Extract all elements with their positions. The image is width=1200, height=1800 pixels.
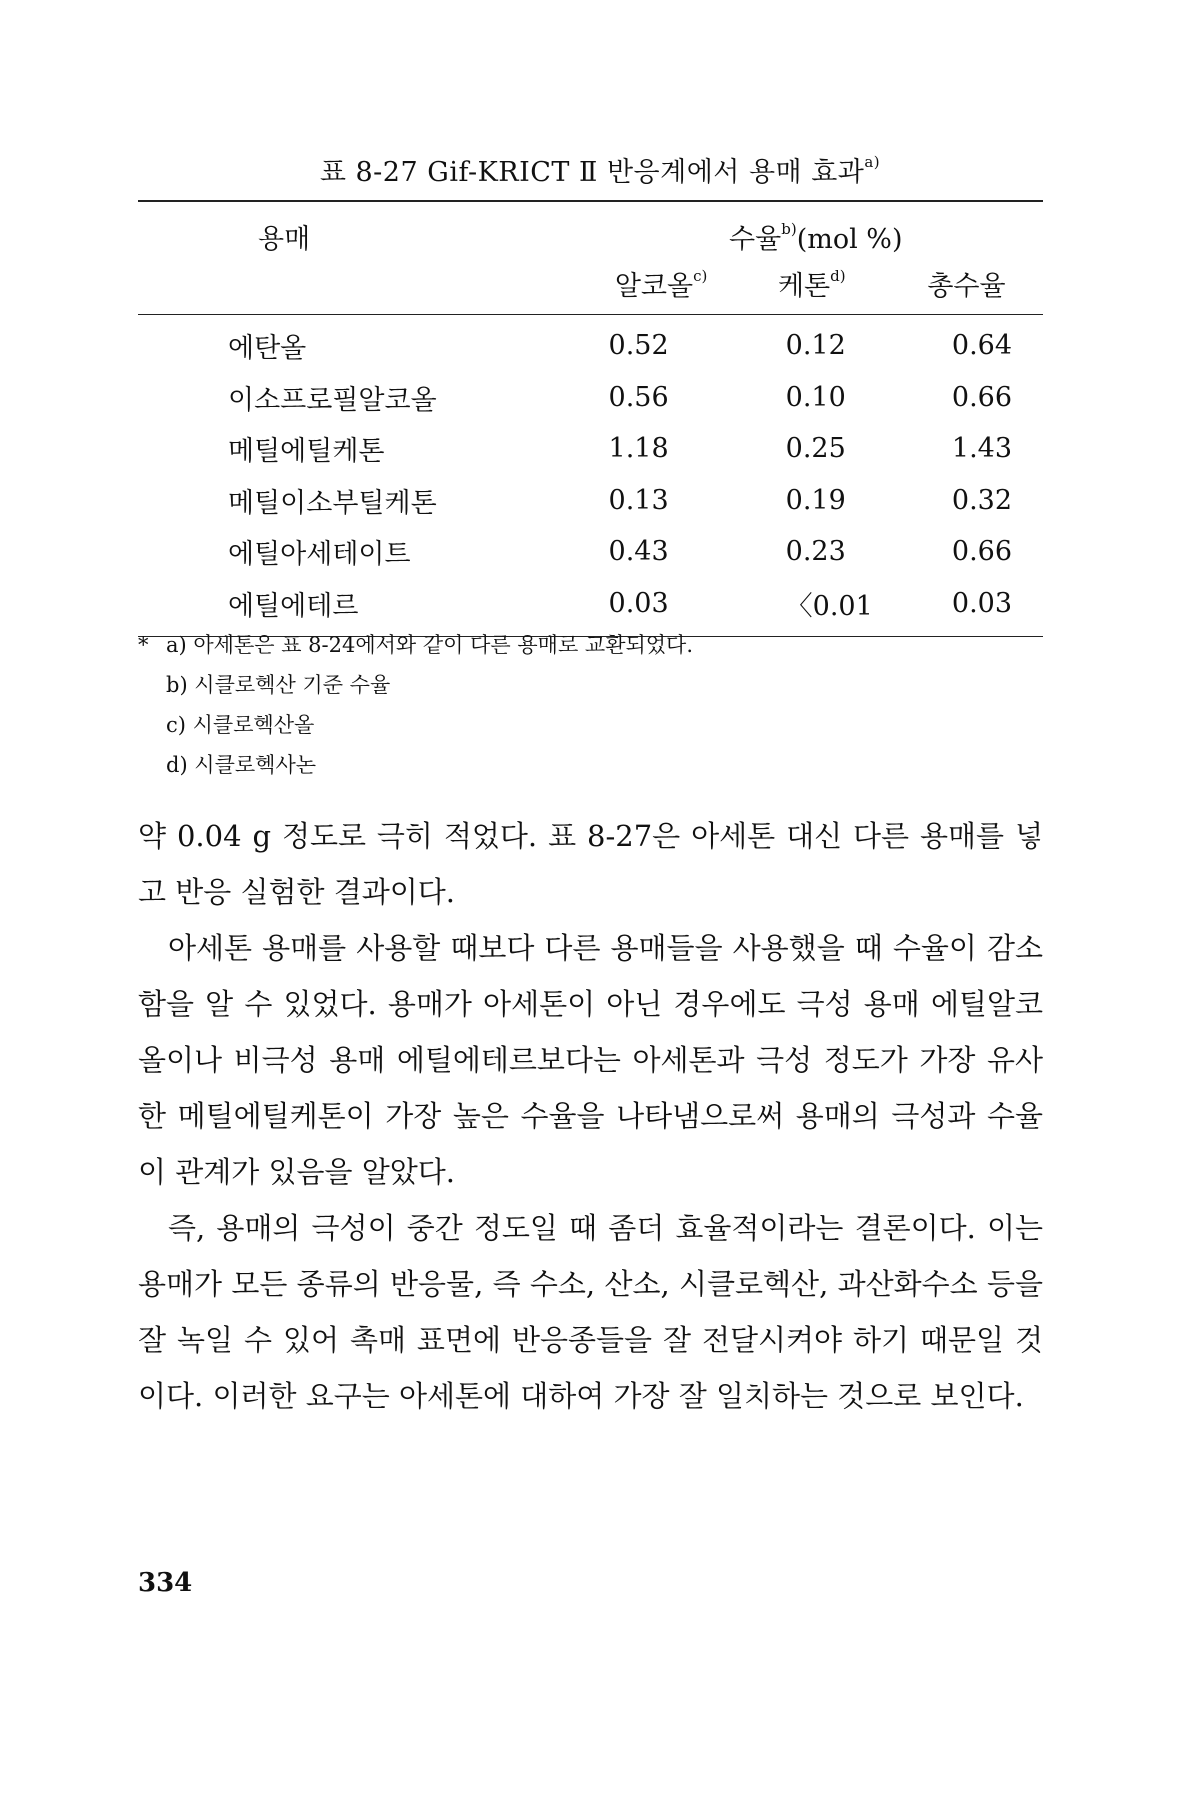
footnote-text: b) 시클로헥산 기준 수율 (166, 673, 391, 697)
cell-ketone: 0.23 (785, 536, 846, 568)
cell-solvent: 에탄올 (228, 333, 307, 365)
header-empty (138, 257, 589, 315)
header-alcohol: 알코올$^{c)}$ (589, 257, 734, 315)
cell-solvent: 메틸이소부틸케톤 (228, 487, 437, 519)
cell-alcohol: 1.18 (608, 433, 669, 465)
cell-total: 1.43 (951, 433, 1013, 465)
caption-footnote-marker: a) (864, 153, 881, 171)
cell-ketone: 0.19 (785, 484, 846, 516)
header-yield-label: 수율 (729, 223, 782, 255)
solvent-effect-table (138, 200, 1043, 637)
header-row-1 (138, 201, 1043, 257)
cell-solvent: 에틸아세테이트 (228, 539, 411, 571)
cell-total: 0.32 (951, 484, 1013, 516)
table-footnotes (138, 625, 1043, 785)
footnote-text: a) 아세톤은 표 8-24에서와 같이 다른 용매로 교환되었다. (166, 633, 694, 657)
cell-total: 0.66 (951, 536, 1013, 568)
cell-ketone: 0.25 (785, 433, 846, 465)
table-caption (0, 150, 1200, 189)
paragraph: 약 0.04 g 정도로 극히 적었다. 표 8-27은 아세톤 대신 다른 용매를 넣고 반응 실험한 결과이다. (138, 819, 1043, 909)
header-solvent: 용매 (138, 201, 589, 257)
header-yield (589, 201, 1043, 257)
table-row (138, 423, 1043, 475)
table-row (138, 315, 1043, 372)
cell-ketone: 0.12 (785, 330, 846, 362)
footnote-text: c) 시클로헥산올 (166, 713, 315, 737)
page-number: 334 (138, 1568, 193, 1598)
table-row (138, 372, 1043, 424)
cell-alcohol: 0.13 (608, 484, 669, 516)
footnote (138, 745, 1043, 785)
footnote (138, 705, 1043, 745)
footnote-asterisk: * (138, 633, 149, 657)
header-yield-sup: b) (781, 219, 797, 238)
header-yield-unit: (mol %) (796, 223, 903, 255)
table-row (138, 526, 1043, 578)
cell-alcohol: 0.43 (608, 536, 669, 568)
cell-solvent: 메틸에틸케톤 (228, 436, 385, 468)
cell-total: 0.66 (951, 381, 1013, 413)
footnote (138, 625, 1043, 665)
footnote (138, 665, 1043, 705)
body-text (138, 808, 1043, 1424)
cell-ketone: 〈0.01 (734, 578, 890, 637)
header-row-2 (138, 257, 1043, 315)
cell-alcohol: 0.52 (608, 330, 669, 362)
data-table (138, 200, 1043, 637)
cell-alcohol: 0.56 (608, 381, 669, 413)
paragraph: 아세톤 용매를 사용할 때보다 다른 용매들을 사용했을 때 수율이 감소함을 알 수 있었다. 용매가 아세톤이 아닌 경우에도 극성 용매 에틸알코올이나 비극성 용매 에틸에테르보다는 아세톤과 극성 정도가 가장 유사한 메틸에틸케톤이 가장 높은 수율을 나타냄으로써 용매의 극성과 수율이 관계가 있음을 알았다. (138, 931, 1043, 1189)
paragraph: 즉, 용매의 극성이 중간 정도일 때 좀더 효율적이라는 결론이다. 이는 용매가 모든 종류의 반응물, 즉 수소, 산소, 시클로헥산, 과산화수소 등을 잘 녹일 수 있어 촉매 표면에 반응종들을 잘 전달시켜야 하기 때문일 것이다. 이러한 요구는 아세톤에 대하여 가장 잘 일치하는 것으로 보인다. (138, 1211, 1043, 1413)
header-total: 총수율 (890, 257, 1043, 315)
cell-total: 0.64 (951, 330, 1013, 362)
cell-ketone: 0.10 (785, 381, 846, 413)
table-caption-text: 표 8-27 Gif-KRICT Ⅱ 반응계에서 용매 효과 (319, 157, 865, 188)
cell-alcohol: 0.03 (589, 578, 734, 637)
cell-solvent: 이소프로필알코올 (228, 384, 437, 416)
cell-total: 0.03 (890, 578, 1043, 637)
table-row (138, 475, 1043, 527)
cell-solvent: 에틸에테르 (138, 578, 589, 637)
footnote-text: d) 시클로헥사논 (166, 753, 317, 777)
header-ketone: 케톤$^{d)}$ (734, 257, 890, 315)
